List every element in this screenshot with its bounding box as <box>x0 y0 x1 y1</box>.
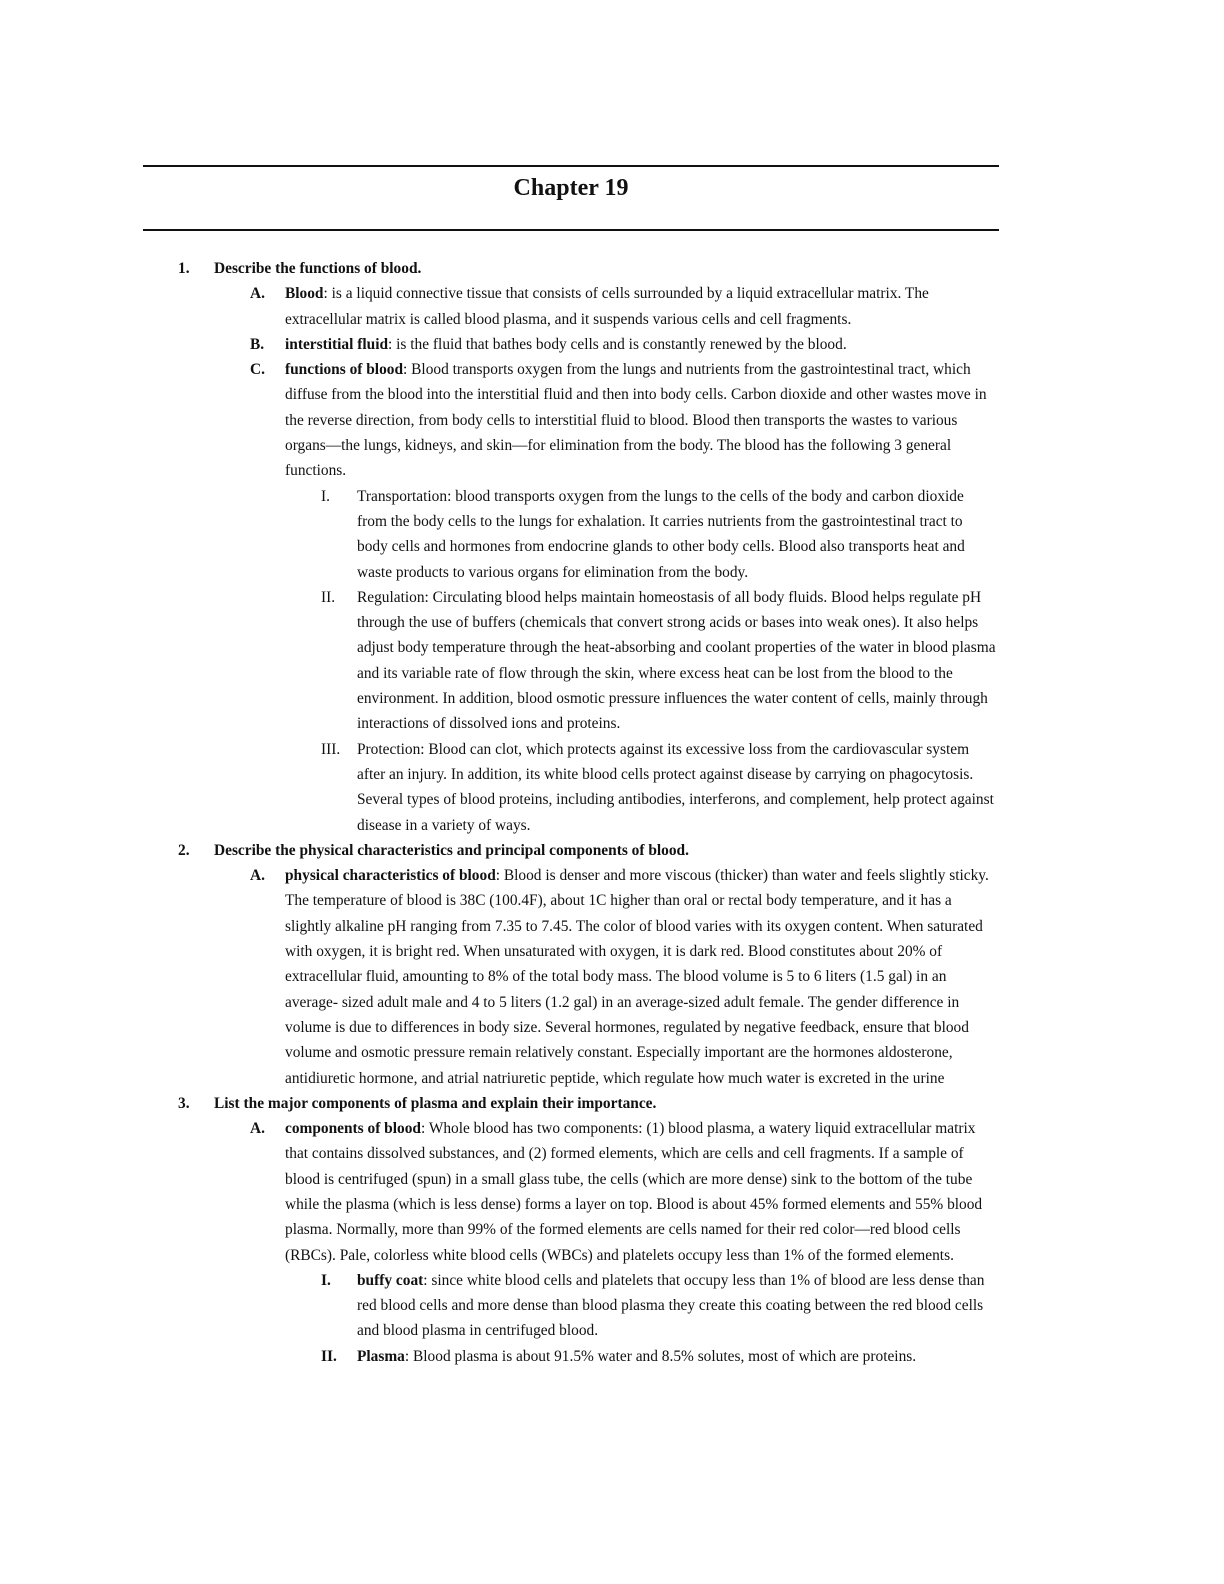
question-text: Describe the physical characteristics and principal components of blood. <box>214 841 689 859</box>
subitem-label: III. <box>321 740 341 758</box>
subitem-label: II. <box>321 1347 337 1365</box>
item-term: interstitial fluid <box>285 335 389 353</box>
subitem-1-c-i <box>0 484 997 585</box>
question-text: Describe the functions of blood. <box>214 260 422 277</box>
subitem-3-a-i <box>0 1268 997 1344</box>
question-2 <box>0 838 1004 863</box>
item-term: Blood <box>285 285 324 303</box>
bottom-rule <box>143 229 999 231</box>
item-1-a <box>0 281 1000 332</box>
subitem-3-a-ii <box>0 1344 997 1369</box>
question-3 <box>0 1091 1004 1116</box>
item-term: functions of blood <box>285 361 404 379</box>
question-1 <box>0 256 1004 281</box>
subitem-text: : since white blood cells and platelets that occupy less than 1% of blood are less dense than red blood cells and more dense than blood plasma they create this coating between the red blood cells and blood plasma in centrifuged blood. <box>357 1271 985 1340</box>
question-text: List the major components of plasma and explain their importance. <box>214 1094 657 1112</box>
top-rule <box>143 165 999 167</box>
subitem-text: Transportation: blood transports oxygen from the lungs to the cells of the body and carbon dioxide from the body cells to the lungs for exhalation. It carries nutrients from the gastrointestinal tract to body cells and hormones from endocrine glands to other body cells. Blood also transports heat and waste products to various organs for elimination from the body. <box>357 487 965 581</box>
item-text: : Whole blood has two components: (1) blood plasma, a watery liquid extracellular matrix that contains dissolved substances, and (2) formed elements, which are cells and cell fragments. If a sample of blood is centrifuged (spun) in a small glass tube, the cells (which are more dense) sink to the bottom of the tube while the plasma (which is less dense) forms a layer on top. Blood is about 45% formed elements and 55% blood plasma. Normally, more than 99% of the formed elements are cells named for their red color—red blood cells (RBCs). Pale, colorless white blood cells (WBCs) and platelets occupy less than 1% of the formed elements. <box>285 1120 983 1264</box>
question-number: 1. <box>178 260 190 277</box>
item-term: physical characteristics of blood <box>285 867 496 885</box>
subitem-term: buffy coat <box>357 1271 424 1289</box>
item-term: components of blood <box>285 1120 421 1138</box>
question-number: 2. <box>178 841 190 859</box>
item-label: B. <box>250 335 265 353</box>
subitem-text: Protection: Blood can clot, which protects against its excessive loss from the cardiovascular system after an injury. In addition, its white blood cells protect against disease by carrying on phagocytosis. Several types of blood proteins, including antibodies, interferons, and complement, help protect against disease in a variety of ways. <box>357 740 994 834</box>
item-label: C. <box>250 361 265 379</box>
subitem-text: : Blood plasma is about 91.5% water and 8.5% solutes, most of which are proteins. <box>404 1347 917 1365</box>
item-text: : Blood transports oxygen from the lungs and nutrients from the gastrointestinal tract, which diffuse from the blood into the interstitial fluid and then into body cells. Carbon dioxide and other wastes move in the reverse direction, from body cells to interstitial fluid to blood. Blood then transports the wastes to various organs—the lungs, kidneys, and skin—for elimination from the body. The blood has the following 3 general functions. <box>285 361 987 480</box>
item-label: A. <box>250 867 265 885</box>
item-label: A. <box>250 285 265 303</box>
item-3-a <box>0 1116 1000 1268</box>
item-2-a <box>0 863 1000 1091</box>
item-text: : is the fluid that bathes body cells and is constantly renewed by the blood. <box>388 335 847 353</box>
item-text: : is a liquid connective tissue that consists of cells surrounded by a liquid extracellular matrix. The extracellular matrix is called blood plasma, and it suspends various cells and cell fragments. <box>285 285 929 328</box>
subitem-label: II. <box>321 588 336 606</box>
item-text: : Blood is denser and more viscous (thicker) than water and feels slightly sticky. The temperature of blood is 38C (100.4F), about 1C higher than oral or rectal body temperature, and it has a slightly alkaline pH ranging from 7.35 to 7.45. The color of blood varies with its oxygen content. When saturated with oxygen, it is bright red. When unsaturated with oxygen, it is dark red. Blood constitutes about 20% of extracellular fluid, amounting to 8% of the total body mass. The blood volume is 5 to 6 liters (1.5 gal) in an average- sized adult male and 4 to 5 liters (1.2 gal) in an average-sized adult female. The gender difference in volume is due to differences in body size. Several hormones, regulated by negative feedback, ensure that blood volume and osmotic pressure remain relatively constant. Especially important are the hormones aldosterone, antidiuretic hormone, and atrial natriuretic peptide, which regulate how much water is excreted in the urine <box>285 867 989 1087</box>
document-body <box>0 256 1224 1369</box>
question-number: 3. <box>178 1094 190 1112</box>
subitem-label: I. <box>321 1271 331 1289</box>
subitem-text: Regulation: Circulating blood helps maintain homeostasis of all body fluids. Blood helps regulate pH through the use of buffers (chemicals that convert strong acids or bases into weak ones). It also helps adjust body temperature through the heat-absorbing and coolant properties of the water in blood plasma and its variable rate of flow through the skin, where excess heat can be lost from the blood to the environment. In addition, blood osmotic pressure influences the water content of cells, mainly through interactions of dissolved ions and proteins. <box>357 588 996 733</box>
item-label: A. <box>250 1120 265 1138</box>
item-1-b <box>0 332 1000 357</box>
subitem-label: I. <box>321 487 330 505</box>
subitem-1-c-iii <box>0 737 997 838</box>
chapter-title: Chapter 19 <box>513 175 629 201</box>
subitem-1-c-ii <box>0 585 997 737</box>
item-1-c <box>0 357 1000 483</box>
subitem-term: Plasma <box>357 1347 405 1365</box>
